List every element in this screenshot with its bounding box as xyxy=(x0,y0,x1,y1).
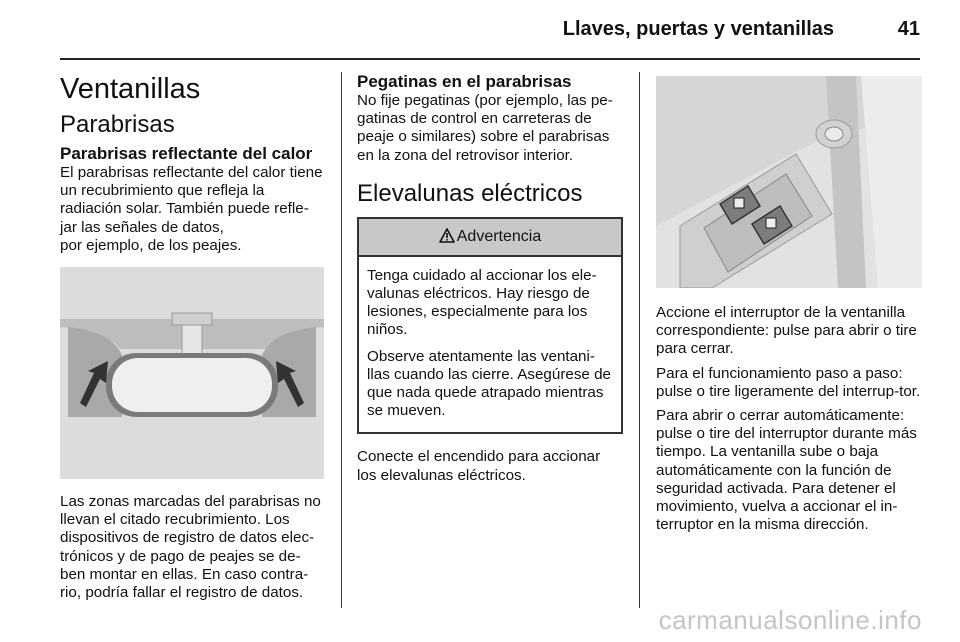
column-divider-1 xyxy=(341,72,342,608)
column-2 xyxy=(357,72,623,491)
warning-box xyxy=(357,217,623,435)
paragraph: por ejemplo, de los peajes. xyxy=(60,236,242,254)
page-header xyxy=(60,18,920,48)
mirror-illustration xyxy=(60,267,324,479)
windshield-mirror-figure xyxy=(60,267,324,479)
topic-title: Parabrisas reflectante del calor xyxy=(60,144,313,163)
warning-triangle-icon xyxy=(439,221,455,257)
column-1 xyxy=(60,72,324,608)
warning-paragraph: Tenga cuidado al accionar los ele-valunas eléctricos. Hay riesgo de lesiones, especialmente para los niños. xyxy=(367,266,597,339)
column-3 xyxy=(656,72,922,540)
warning-header xyxy=(359,219,621,257)
header-divider xyxy=(60,58,920,60)
column-divider-2 xyxy=(639,72,640,608)
topic-title: Pegatinas en el parabrisas xyxy=(357,72,572,91)
paragraph: Para abrir o cerrar automáticamente: pulse o tire del interruptor durante más tiempo. La ventanilla sube o baja automáticamente con la función de seguridad activada. Para detener el movimiento, vuelva a accionar el in-terruptor en la misma dirección. xyxy=(656,407,917,534)
page-number: 41 xyxy=(897,18,920,40)
chapter-title: Llaves, puertas y ventanillas xyxy=(562,18,834,40)
warning-body xyxy=(359,257,621,433)
paragraph: No fije pegatinas (por ejemplo, las pe-gatinas de control en carreteras de peaje o similares) sobre el parabrisas en la zona del retrovisor interior. xyxy=(357,92,613,164)
warning-paragraph: Observe atentamente las ventani-llas cuando las cierre. Asegúrese de que nada quede atrapado mientras se mueven. xyxy=(367,347,611,420)
subsection-title: Elevalunas eléctricos xyxy=(357,179,583,207)
paragraph: Conecte el encendido para accionar los elevalunas eléctricos. xyxy=(357,448,601,484)
paragraph: El parabrisas reflectante del calor tiene un recubrimiento que refleja la radiación solar. También puede refle-jar las señales de datos, xyxy=(60,164,323,236)
window-switch-figure xyxy=(656,76,922,288)
subsection-title: Parabrisas xyxy=(60,111,175,138)
section-title: Ventanillas xyxy=(60,73,201,105)
warning-title: Advertencia xyxy=(456,227,542,245)
paragraph: Las zonas marcadas del parabrisas no llevan el citado recubrimiento. Los dispositivos de registro de datos elec-trónicos y de pago de peajes se de-ben montar en ellas. En caso contra-rio, podría fallar el registro de datos. xyxy=(60,493,321,602)
paragraph: Para el funcionamiento paso a paso: pulse o tire ligeramente del interrup-tor. xyxy=(656,364,921,400)
window-switch-illustration xyxy=(656,76,922,288)
paragraph: Accione el interruptor de la ventanilla correspondiente: pulse para abrir o tire para cerrar. xyxy=(656,304,917,358)
watermark: carmanualsonline.info xyxy=(658,605,922,635)
